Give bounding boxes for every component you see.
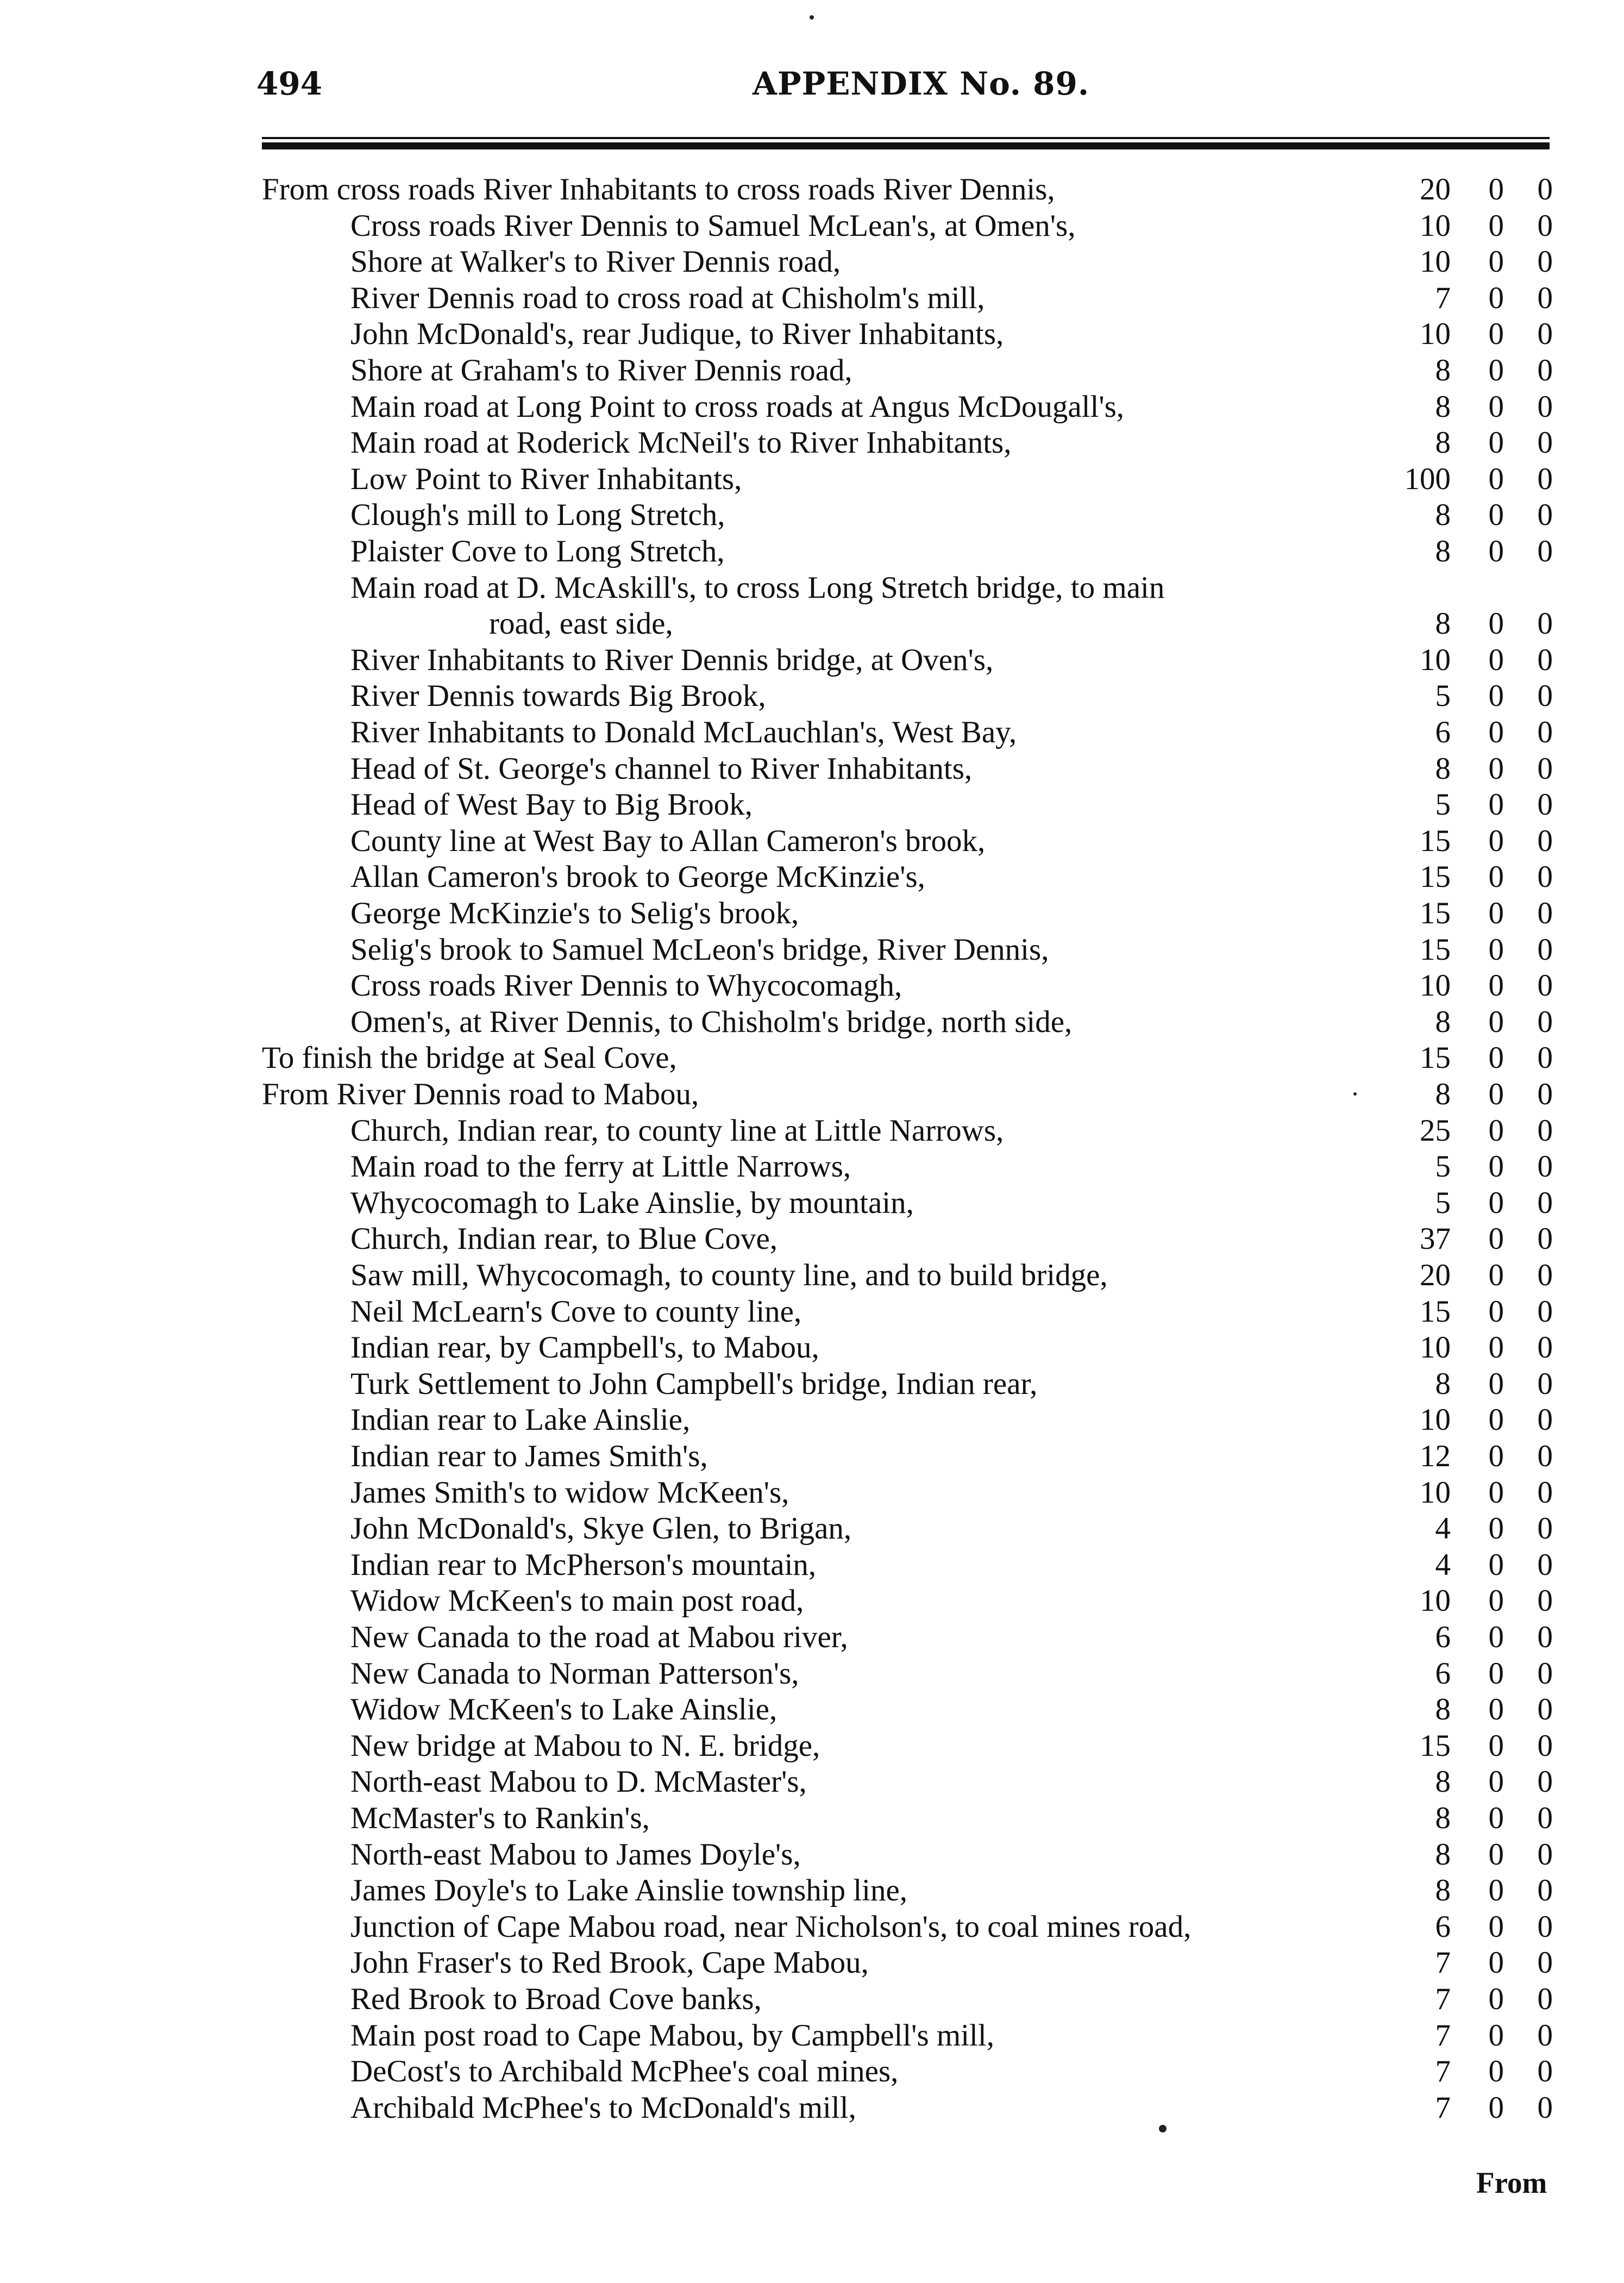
list-item	[0, 1402, 1624, 1438]
amount-pence: 0	[1537, 534, 1553, 568]
amount-pence: 0	[1537, 860, 1553, 895]
amount-pence: 0	[1537, 498, 1553, 533]
entry-description: Junction of Cape Mabou road, near Nicholson's, to coal mines road,	[350, 1909, 1192, 1944]
list-item	[0, 1221, 1624, 1257]
amount-shillings: 0	[1488, 1185, 1504, 1220]
amount-pence: 0	[1537, 1765, 1553, 1799]
page-number: 494	[256, 65, 323, 102]
list-item	[0, 1800, 1624, 1836]
entry-description: New Canada to Norman Patterson's,	[350, 1656, 799, 1691]
amount-pence: 0	[1537, 679, 1553, 714]
list-item	[0, 931, 1624, 968]
list-item	[0, 1728, 1624, 1764]
list-item	[0, 1547, 1624, 1583]
list-item	[0, 678, 1624, 714]
list-item	[0, 1944, 1624, 1981]
list-item	[0, 316, 1624, 352]
amount-pence: 0	[1537, 1185, 1553, 1220]
amount-pence: 0	[1537, 1475, 1553, 1510]
list-item	[0, 859, 1624, 895]
entry-description: New bridge at Mabou to N. E. bridge,	[350, 1728, 820, 1763]
entry-description: John McDonald's, Skye Glen, to Brigan,	[350, 1511, 852, 1546]
entry-description: North-east Mabou to James Doyle's,	[350, 1837, 801, 1872]
amount-pounds: 4	[1435, 1511, 1451, 1546]
amount-shillings: 0	[1488, 280, 1504, 315]
list-item	[0, 714, 1624, 750]
running-head: APPENDIX No. 89.	[753, 65, 1090, 102]
amount-shillings: 0	[1488, 606, 1504, 641]
list-item	[0, 1004, 1624, 1040]
entry-description: Red Brook to Broad Cove banks,	[350, 1982, 762, 2016]
list-item	[0, 280, 1624, 316]
list-item	[0, 497, 1624, 533]
amount-pounds: 8	[1435, 426, 1451, 460]
list-item	[0, 533, 1624, 570]
amount-pence: 0	[1537, 823, 1553, 858]
amount-shillings: 0	[1488, 245, 1504, 279]
list-item	[0, 352, 1624, 389]
entry-description: Low Point to River Inhabitants,	[350, 461, 742, 496]
entry-description: Allan Cameron's brook to George McKinzie's,	[350, 860, 925, 895]
amount-pence: 0	[1537, 1294, 1553, 1329]
list-item	[0, 1329, 1624, 1366]
amount-pence: 0	[1537, 353, 1553, 387]
amount-pounds: 4	[1435, 1547, 1451, 1582]
catchword: From	[1476, 2166, 1547, 2199]
amount-pence: 0	[1537, 1439, 1553, 1473]
entry-description: Church, Indian rear, to Blue Cove,	[350, 1222, 778, 1256]
amount-pence: 0	[1537, 2054, 1553, 2089]
amount-pounds: 15	[1420, 1041, 1451, 1075]
amount-pounds: 15	[1420, 896, 1451, 930]
amount-pounds: 15	[1420, 1294, 1451, 1329]
amount-pence: 0	[1537, 1403, 1553, 1437]
amount-shillings: 0	[1488, 642, 1504, 677]
amount-pence: 0	[1537, 1113, 1553, 1148]
list-item	[0, 208, 1624, 244]
list-item	[0, 2053, 1624, 2090]
amount-pounds: 8	[1435, 1873, 1451, 1908]
amount-pounds: 6	[1435, 1909, 1451, 1944]
amount-shillings: 0	[1488, 1873, 1504, 1908]
list-item	[0, 1836, 1624, 1873]
amount-pence: 0	[1537, 1982, 1553, 2016]
amount-shillings: 0	[1488, 172, 1504, 207]
amount-shillings: 0	[1488, 968, 1504, 1003]
amount-shillings: 0	[1488, 1041, 1504, 1075]
amount-shillings: 0	[1488, 1837, 1504, 1872]
amount-pence: 0	[1537, 932, 1553, 967]
entry-description: Neil McLearn's Cove to county line,	[350, 1294, 802, 1329]
amount-pounds: 8	[1435, 1801, 1451, 1835]
amount-pounds: 7	[1435, 280, 1451, 315]
list-item	[0, 1872, 1624, 1909]
amount-pounds: 20	[1420, 1258, 1451, 1292]
amount-pounds: 8	[1435, 1837, 1451, 1872]
amount-pence: 0	[1537, 1366, 1553, 1401]
amount-pence: 0	[1537, 1584, 1553, 1618]
entry-description: Main road at Long Point to cross roads at Angus McDougall's,	[350, 389, 1125, 424]
amount-pounds: 8	[1435, 534, 1451, 568]
amount-pence: 0	[1537, 896, 1553, 930]
amount-shillings: 0	[1488, 1584, 1504, 1618]
amount-pounds: 8	[1435, 389, 1451, 424]
amount-pounds: 20	[1420, 172, 1451, 207]
amount-pounds: 10	[1420, 245, 1451, 279]
amount-shillings: 0	[1488, 1765, 1504, 1799]
amount-pence: 0	[1537, 426, 1553, 460]
entry-description: Head of West Bay to Big Brook,	[350, 787, 753, 822]
amount-pence: 0	[1537, 172, 1553, 207]
amount-shillings: 0	[1488, 2054, 1504, 2089]
list-item	[0, 895, 1624, 931]
amount-pence: 0	[1537, 280, 1553, 315]
entry-description: Indian rear to James Smith's,	[350, 1439, 708, 1473]
list-item	[0, 1257, 1624, 1293]
list-item	[0, 2017, 1624, 2054]
list-item	[0, 1112, 1624, 1149]
amount-shillings: 0	[1488, 498, 1504, 533]
entry-description: Omen's, at River Dennis, to Chisholm's bridge, north side,	[350, 1004, 1073, 1039]
amount-pence: 0	[1537, 1692, 1553, 1727]
amount-pence: 0	[1537, 1004, 1553, 1039]
entry-description: Turk Settlement to John Campbell's bridge, Indian rear,	[350, 1366, 1038, 1401]
list-item	[0, 1293, 1624, 1330]
amount-pence: 0	[1537, 1728, 1553, 1763]
entry-description: John McDonald's, rear Judique, to River Inhabitants,	[350, 317, 1004, 352]
entry-description: New Canada to the road at Mabou river,	[350, 1620, 848, 1654]
list-item	[0, 786, 1624, 823]
amount-shillings: 0	[1488, 1801, 1504, 1835]
amount-pence: 0	[1537, 1511, 1553, 1546]
list-item	[0, 642, 1624, 678]
print-speck	[810, 15, 814, 20]
amount-pence: 0	[1537, 1149, 1553, 1184]
amount-pounds: 10	[1420, 1584, 1451, 1618]
amount-pounds: 7	[1435, 2090, 1451, 2125]
amount-shillings: 0	[1488, 896, 1504, 930]
entry-description: Cross roads River Dennis to Whycocomagh,	[350, 968, 902, 1003]
entry-description: Main post road to Cape Mabou, by Campbell's mill,	[350, 2018, 994, 2053]
amount-shillings: 0	[1488, 1113, 1504, 1148]
amount-pounds: 8	[1435, 1004, 1451, 1039]
amount-shillings: 0	[1488, 1222, 1504, 1256]
amount-pence: 0	[1537, 2090, 1553, 2125]
amount-pounds: 10	[1420, 968, 1451, 1003]
amount-shillings: 0	[1488, 823, 1504, 858]
amount-shillings: 0	[1488, 1403, 1504, 1437]
amount-pounds: 7	[1435, 2018, 1451, 2053]
amount-shillings: 0	[1488, 534, 1504, 568]
amount-pence: 0	[1537, 642, 1553, 677]
entry-description: North-east Mabou to D. McMaster's,	[350, 1765, 807, 1799]
amount-shillings: 0	[1488, 679, 1504, 714]
entry-description: Clough's mill to Long Stretch,	[350, 498, 725, 533]
amount-pence: 0	[1537, 751, 1553, 786]
entry-description: Shore at Walker's to River Dennis road,	[350, 245, 841, 279]
entry-description: River Dennis towards Big Brook,	[350, 679, 766, 714]
amount-shillings: 0	[1488, 1982, 1504, 2016]
amount-pounds: 10	[1420, 208, 1451, 243]
amount-pence: 0	[1537, 317, 1553, 352]
amount-shillings: 0	[1488, 317, 1504, 352]
amount-pence: 0	[1537, 2018, 1553, 2053]
amount-pence: 0	[1537, 1330, 1553, 1365]
amount-shillings: 0	[1488, 787, 1504, 822]
print-speck	[1353, 1092, 1357, 1096]
list-item	[0, 461, 1624, 497]
amount-pounds: 8	[1435, 498, 1451, 533]
entry-description: road, east side,	[489, 606, 673, 641]
amount-shillings: 0	[1488, 1692, 1504, 1727]
amount-pence: 0	[1537, 461, 1553, 496]
list-item	[0, 605, 1624, 642]
amount-pence: 0	[1537, 1222, 1553, 1256]
amount-shillings: 0	[1488, 2018, 1504, 2053]
entry-description: Saw mill, Whycocomagh, to county line, and to build bridge,	[350, 1258, 1108, 1292]
amount-shillings: 0	[1488, 1330, 1504, 1365]
amount-shillings: 0	[1488, 1728, 1504, 1763]
list-item	[0, 1040, 1624, 1076]
amount-shillings: 0	[1488, 1656, 1504, 1691]
amount-shillings: 0	[1488, 1439, 1504, 1473]
amount-pounds: 8	[1435, 1077, 1451, 1111]
amount-shillings: 0	[1488, 1475, 1504, 1510]
amount-pounds: 100	[1404, 461, 1451, 496]
entry-description: Plaister Cove to Long Stretch,	[350, 534, 725, 568]
list-item	[0, 1691, 1624, 1728]
list-item	[0, 389, 1624, 425]
entry-description: From River Dennis road to Mabou,	[262, 1077, 699, 1111]
entry-description: McMaster's to Rankin's,	[350, 1801, 650, 1835]
entry-description: From cross roads River Inhabitants to cross roads River Dennis,	[262, 172, 1055, 207]
amount-pounds: 10	[1420, 317, 1451, 352]
list-item	[0, 823, 1624, 859]
amount-pounds: 8	[1435, 751, 1451, 786]
amount-pounds: 7	[1435, 1946, 1451, 1980]
amount-shillings: 0	[1488, 1258, 1504, 1292]
list-item	[0, 243, 1624, 280]
entry-description: Indian rear to McPherson's mountain,	[350, 1547, 817, 1582]
entry-description: Selig's brook to Samuel McLeon's bridge, River Dennis,	[350, 932, 1049, 967]
amount-pence: 0	[1537, 1547, 1553, 1582]
entry-description: Widow McKeen's to main post road,	[350, 1584, 804, 1618]
amount-pence: 0	[1537, 1656, 1553, 1691]
amount-pence: 0	[1537, 1946, 1553, 1980]
entry-description: Whycocomagh to Lake Ainslie, by mountain,	[350, 1185, 914, 1220]
amount-pounds: 5	[1435, 1149, 1451, 1184]
list-item	[0, 1366, 1624, 1402]
list-item	[0, 1583, 1624, 1619]
amount-shillings: 0	[1488, 353, 1504, 387]
amount-pounds: 8	[1435, 1765, 1451, 1799]
entry-description: Widow McKeen's to Lake Ainslie,	[350, 1692, 777, 1727]
amount-shillings: 0	[1488, 1620, 1504, 1654]
amount-pence: 0	[1537, 1041, 1553, 1075]
amount-shillings: 0	[1488, 932, 1504, 967]
entry-description: Main road to the ferry at Little Narrows,	[350, 1149, 851, 1184]
amount-pence: 0	[1537, 606, 1553, 641]
amount-pounds: 6	[1435, 1620, 1451, 1654]
amount-pence: 0	[1537, 1077, 1553, 1111]
list-item	[0, 967, 1624, 1004]
entry-description: James Smith's to widow McKeen's,	[350, 1475, 789, 1510]
list-item	[0, 2090, 1624, 2126]
amount-pounds: 15	[1420, 1728, 1451, 1763]
entry-description: Indian rear, by Campbell's, to Mabou,	[350, 1330, 819, 1365]
list-item	[0, 1763, 1624, 1800]
amount-shillings: 0	[1488, 860, 1504, 895]
entry-description: George McKinzie's to Selig's brook,	[350, 896, 799, 930]
entry-description: Indian rear to Lake Ainslie,	[350, 1403, 691, 1437]
amount-pounds: 15	[1420, 860, 1451, 895]
list-item	[0, 424, 1624, 461]
entry-description: County line at West Bay to Allan Cameron's brook,	[350, 823, 986, 858]
amount-pounds: 37	[1420, 1222, 1451, 1256]
list-item	[0, 1185, 1624, 1221]
amount-pence: 0	[1537, 245, 1553, 279]
amount-pence: 0	[1537, 1909, 1553, 1944]
entry-description: River Inhabitants to Donald McLauchlan's, West Bay,	[350, 715, 1017, 749]
list-item	[0, 570, 1624, 606]
amount-shillings: 0	[1488, 2090, 1504, 2125]
entry-description: Church, Indian rear, to county line at Little Narrows,	[350, 1113, 1004, 1148]
amount-pounds: 5	[1435, 1185, 1451, 1220]
amount-pence: 0	[1537, 787, 1553, 822]
amount-pounds: 7	[1435, 1982, 1451, 2016]
entry-description: Archibald McPhee's to McDonald's mill,	[350, 2090, 856, 2125]
amount-shillings: 0	[1488, 461, 1504, 496]
amount-pence: 0	[1537, 1837, 1553, 1872]
amount-pounds: 15	[1420, 932, 1451, 967]
amount-pounds: 5	[1435, 679, 1451, 714]
amount-pence: 0	[1537, 1620, 1553, 1654]
amount-pounds: 15	[1420, 823, 1451, 858]
list-item	[0, 1148, 1624, 1185]
amount-pounds: 8	[1435, 1366, 1451, 1401]
amount-shillings: 0	[1488, 1946, 1504, 1980]
list-item	[0, 1438, 1624, 1474]
amount-pounds: 25	[1420, 1113, 1451, 1148]
amount-pounds: 10	[1420, 642, 1451, 677]
list-item	[0, 1076, 1624, 1112]
entry-description: John Fraser's to Red Brook, Cape Mabou,	[350, 1946, 869, 1980]
amount-shillings: 0	[1488, 751, 1504, 786]
amount-pounds: 8	[1435, 353, 1451, 387]
amount-pence: 0	[1537, 715, 1553, 749]
amount-shillings: 0	[1488, 1909, 1504, 1944]
entry-description: Main road at D. McAskill's, to cross Long Stretch bridge, to main	[350, 570, 1165, 605]
list-item	[0, 1909, 1624, 1945]
amount-shillings: 0	[1488, 426, 1504, 460]
amount-shillings: 0	[1488, 1366, 1504, 1401]
list-item	[0, 750, 1624, 787]
amount-pounds: 8	[1435, 606, 1451, 641]
amount-pence: 0	[1537, 968, 1553, 1003]
amount-pounds: 6	[1435, 1656, 1451, 1691]
entry-description: River Dennis road to cross road at Chisholm's mill,	[350, 280, 985, 315]
amount-pounds: 10	[1420, 1475, 1451, 1510]
amount-pounds: 7	[1435, 2054, 1451, 2089]
list-item	[0, 171, 1624, 208]
entry-description: River Inhabitants to River Dennis bridge, at Oven's,	[350, 642, 994, 677]
amount-pounds: 8	[1435, 1692, 1451, 1727]
list-item	[0, 1474, 1624, 1511]
amount-shillings: 0	[1488, 1547, 1504, 1582]
list-item	[0, 1510, 1624, 1547]
entry-description: DeCost's to Archibald McPhee's coal mines,	[350, 2054, 899, 2089]
amount-shillings: 0	[1488, 1004, 1504, 1039]
entry-description: Cross roads River Dennis to Samuel McLean's, at Omen's,	[350, 208, 1076, 243]
amount-pounds: 10	[1420, 1330, 1451, 1365]
entry-description: To finish the bridge at Seal Cove,	[262, 1041, 677, 1075]
amount-shillings: 0	[1488, 1511, 1504, 1546]
entry-description: Shore at Graham's to River Dennis road,	[350, 353, 852, 387]
print-speck	[1159, 2125, 1167, 2132]
amount-pence: 0	[1537, 208, 1553, 243]
amount-pounds: 12	[1420, 1439, 1451, 1473]
entry-description: Head of St. George's channel to River Inhabitants,	[350, 751, 973, 786]
amount-pence: 0	[1537, 1873, 1553, 1908]
amount-shillings: 0	[1488, 1149, 1504, 1184]
amount-shillings: 0	[1488, 1294, 1504, 1329]
list-item	[0, 1655, 1624, 1692]
list-item	[0, 1619, 1624, 1655]
amount-pence: 0	[1537, 389, 1553, 424]
amount-pounds: 5	[1435, 787, 1451, 822]
list-item	[0, 1981, 1624, 2017]
amount-pounds: 6	[1435, 715, 1451, 749]
amount-shillings: 0	[1488, 208, 1504, 243]
amount-shillings: 0	[1488, 715, 1504, 749]
amount-pence: 0	[1537, 1258, 1553, 1292]
entry-description: James Doyle's to Lake Ainslie township line,	[350, 1873, 908, 1908]
entry-description: Main road at Roderick McNeil's to River Inhabitants,	[350, 426, 1012, 460]
amount-pounds: 10	[1420, 1403, 1451, 1437]
amount-shillings: 0	[1488, 389, 1504, 424]
amount-shillings: 0	[1488, 1077, 1504, 1111]
amount-pence: 0	[1537, 1801, 1553, 1835]
